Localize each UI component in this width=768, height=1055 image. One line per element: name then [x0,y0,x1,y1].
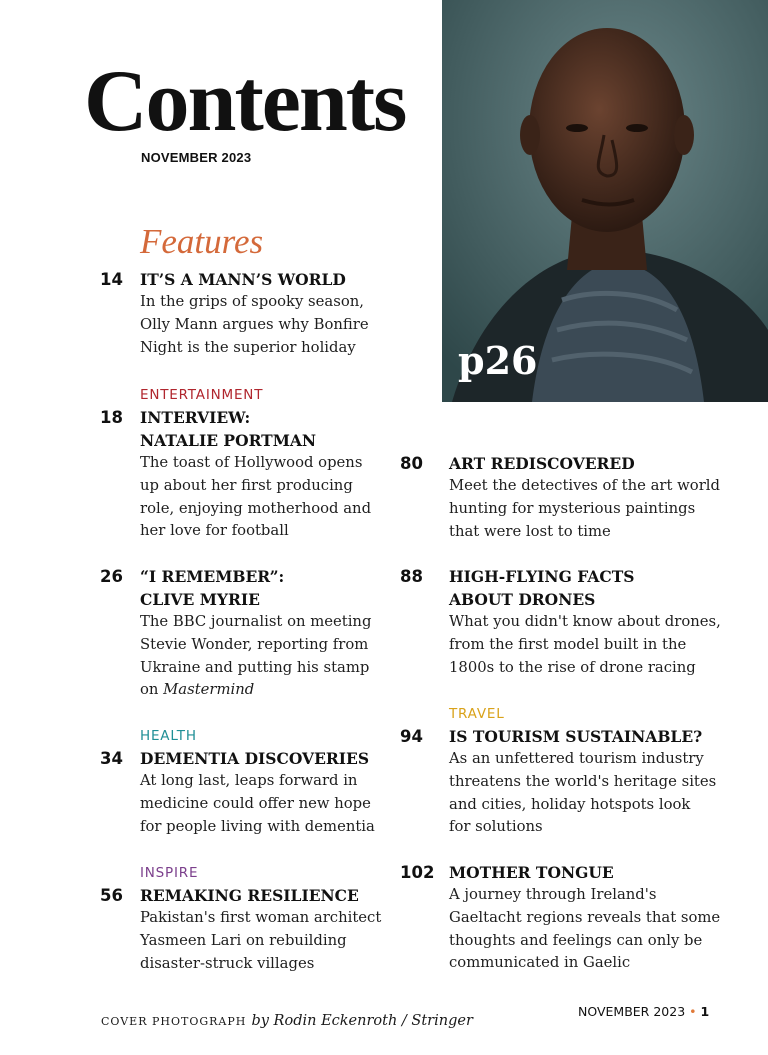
entry-headline[interactable]: INTERVIEW: NATALIE PORTMAN [140,408,317,450]
toc-entry-34[interactable] [100,725,430,838]
category-label-travel: TRAVEL [449,706,505,722]
photo-credit [101,1010,473,1029]
entry-headline[interactable]: REMAKING RESILIENCE [140,886,359,905]
toc-entry-94[interactable] [400,703,745,839]
toc-entry-102[interactable] [400,861,745,975]
cover-page-reference: p26 [458,338,538,383]
entry-description [140,611,430,702]
entry-description: At long last, leaps forward in medicine could offer new hope for people living with dementia [140,772,375,835]
section-heading-features: Features [140,222,264,261]
entry-description: Pakistan's first woman architect Yasmeen Lari on rebuilding disaster-struck villages [140,909,382,972]
toc-entry-18[interactable] [100,384,430,543]
category-label-health: HEALTH [140,728,197,744]
toc-entry-88[interactable] [400,565,745,679]
category-label-entertainment: ENTERTAINMENT [140,387,264,403]
entry-headline[interactable]: MOTHER TONGUE [449,863,614,882]
entry-description-text: The BBC journalist on meeting Stevie Wonder, reporting from Ukraine and putting his stamp on [140,613,372,699]
entry-headline[interactable]: “I REMEMBER”: CLIVE MYRIE [140,567,285,609]
entry-page-number: 14 [100,270,123,289]
page-title: Contents [84,53,406,150]
page-folio [578,1004,709,1019]
entry-headline[interactable]: IS TOURISM SUSTAINABLE? [449,727,703,746]
entry-description-italic: Mastermind [163,681,255,699]
folio-date: NOVEMBER 2023 [578,1004,686,1019]
toc-entry-26[interactable] [100,565,430,702]
entry-description: As an unfettered tourism industry threatens the world's heritage sites and cities, holiday hotspots look for solutions [449,750,717,836]
entry-description: A journey through Ireland's Gaeltacht regions reveals that some thoughts and feelings can only be communicated in Gaelic [449,886,721,972]
entry-description: The toast of Hollywood opens up about her first producing role, enjoying motherhood and her love for football [140,454,372,540]
entry-page-number: 88 [400,567,423,586]
photo-credit-label: COVER PHOTOGRAPH [101,1015,247,1028]
entry-page-number: 56 [100,886,123,905]
entry-description: Meet the detectives of the art world hunting for mysterious paintings that were lost to time [449,477,720,540]
entry-page-number: 80 [400,454,423,473]
issue-date: NOVEMBER 2023 [141,150,252,165]
entry-page-number: 18 [100,408,123,427]
entry-headline[interactable]: ART REDISCOVERED [449,454,635,473]
entry-headline[interactable]: HIGH-FLYING FACTS ABOUT DRONES [449,567,635,609]
entry-page-number: 94 [400,727,423,746]
entry-page-number: 102 [400,863,435,882]
entry-description: In the grips of spooky season, Olly Mann argues why Bonfire Night is the superior holiday [140,293,369,356]
page-number: 1 [700,1004,710,1019]
photo-credit-name: by Rodin Eckenroth / Stringer [251,1013,473,1029]
entry-description: What you didn't know about drones, from the first model built in the 1800s to the rise of drone racing [449,613,721,676]
toc-entry-14[interactable] [100,268,430,359]
folio-bullet: • [689,1004,697,1019]
toc-entry-80[interactable] [400,452,745,543]
entry-page-number: 26 [100,567,123,586]
entry-headline[interactable]: IT’S A MANN’S WORLD [140,270,346,289]
entry-page-number: 34 [100,749,123,768]
entry-headline[interactable]: DEMENTIA DISCOVERIES [140,749,370,768]
toc-entry-56[interactable] [100,862,430,975]
category-label-inspire: INSPIRE [140,865,199,881]
